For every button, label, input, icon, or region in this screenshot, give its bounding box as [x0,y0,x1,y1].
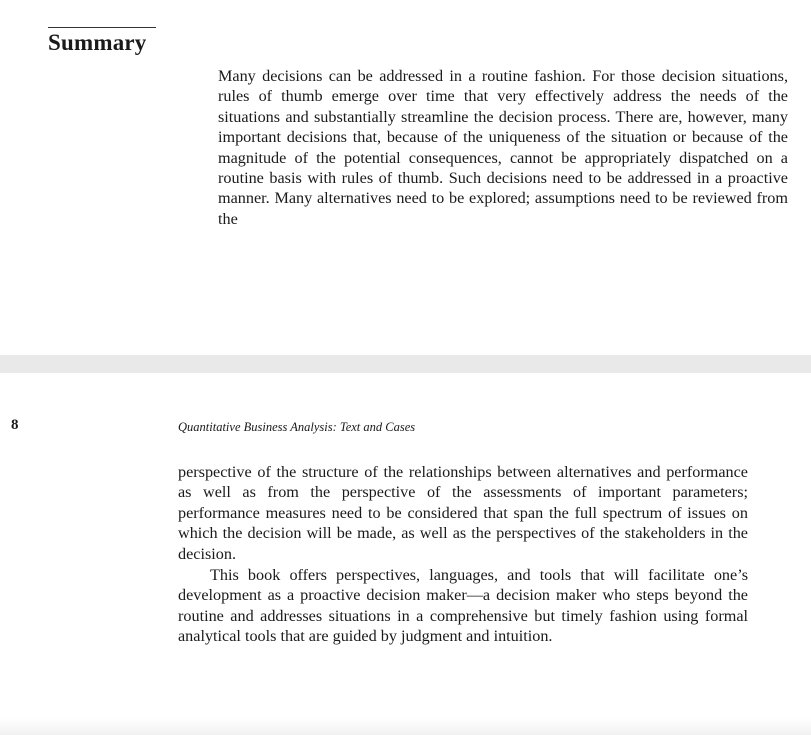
page-number: 8 [11,417,19,433]
body-paragraph-2: This book offers perspectives, languages, and tools that will facilitate one’s development as a proactive decision maker—a decision maker who steps beyond the routine and addresses situations in a comprehensive but timely fashion using formal analytical tools that are guided by judgment and intuition. [178,566,748,646]
summary-paragraph: Many decisions can be addressed in a routine fashion. For those decision situations, rules of thumb emerge over time that very effectively address the needs of the situations and substantially streamline the decision process. There are, however, many important decisions that, because of the uniqueness of the situation or because of the magnitude of the potential consequences, cannot be appropriately dispatched on a routine basis with rules of thumb. Such decisions need to be addressed in a proactive manner. Many alternatives need to be explored; assumptions need to be reviewed from the [218,67,788,228]
section-heading: Summary [48,30,147,55]
page-break-gap [0,355,811,373]
body-paragraph-1: perspective of the structure of the relationships between alternatives and performance as well as from the perspective of the assessments of important parameters; performance measures need to be considered that span the full spectrum of issues on which the decision will be made, as well as the perspectives of the stakeholders in the decision. [178,463,748,563]
heading-rule [48,27,156,28]
running-head: Quantitative Business Analysis: Text and Cases [178,420,416,434]
page-bottom-edge [0,718,811,735]
